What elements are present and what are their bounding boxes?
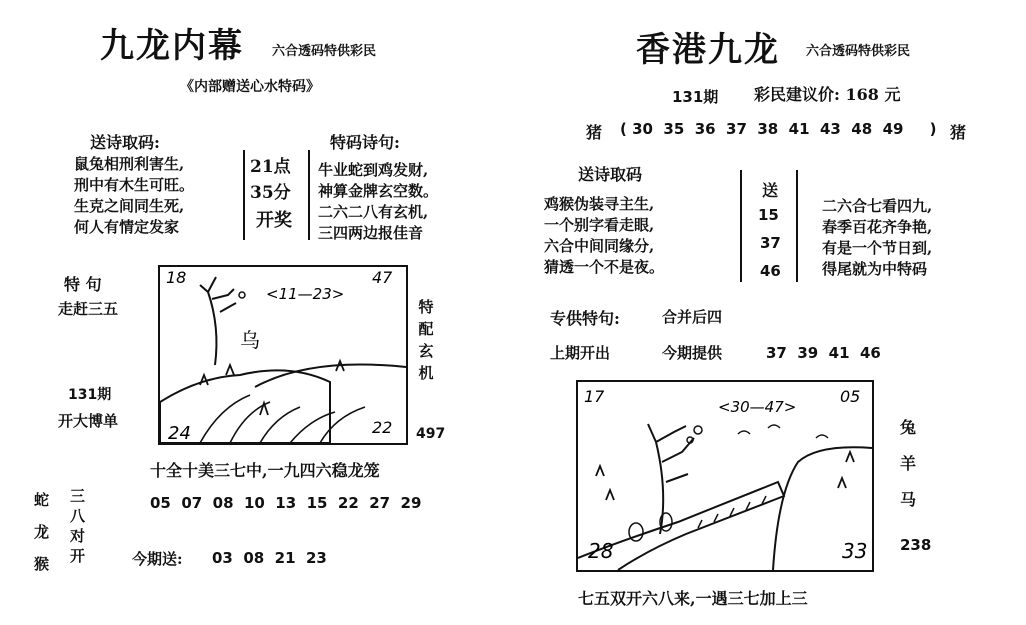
right-picture-box xyxy=(576,380,874,572)
right-side-char: 羊 xyxy=(900,454,917,473)
right-send-label: 送 xyxy=(762,181,779,200)
right-poem-line: 猜透一个不是夜。 xyxy=(544,258,665,276)
left-time-3: 开奖 xyxy=(256,210,292,231)
tree-shape xyxy=(200,277,236,365)
left-poem-line: 生克之间同生死, xyxy=(74,197,185,215)
left-divider-1 xyxy=(243,150,245,240)
right-pic-num-bl: 28 xyxy=(588,539,614,563)
right-issue: 131期 xyxy=(672,88,719,106)
left-side-char: 特 xyxy=(418,298,434,316)
left-subtitle: 六合透码特供彩民 xyxy=(272,44,377,59)
left-verse-line: 神算金牌玄空数。 xyxy=(318,182,439,200)
right-title: 香港九龙 xyxy=(636,30,780,70)
left-pic-num-tl: 18 xyxy=(166,268,187,287)
left-side-char: 配 xyxy=(418,320,434,338)
right-price: 彩民建议价: 168 元 xyxy=(754,85,901,104)
left-side-number: 497 xyxy=(416,426,446,442)
left-side-vertical xyxy=(416,296,436,384)
left-poem-line: 鼠兔相刑利害生, xyxy=(74,155,185,173)
right-offer-label: 今期提供 xyxy=(662,344,723,362)
right-pic-num-tl: 17 xyxy=(584,387,605,406)
right-verse-line: 春季百花齐争艳, xyxy=(822,218,933,236)
left-verse-line: 三四两边报佳音 xyxy=(318,224,424,242)
left-verse-line: 牛业蛇到鸡发财, xyxy=(318,161,429,179)
right-pig-right: 猪 xyxy=(950,123,967,142)
right-pic-num-tr: 05 xyxy=(840,387,861,406)
left-issue-text: 开大博单 xyxy=(58,412,119,430)
left-zodiac-col2 xyxy=(70,486,85,566)
left-numbers-row: 05 07 08 10 13 15 22 27 29 xyxy=(150,494,422,512)
left-today-numbers: 03 08 21 23 xyxy=(212,549,327,567)
zodiac-char: 三 xyxy=(70,487,86,505)
right-send-num: 46 xyxy=(760,262,781,280)
right-side-number: 238 xyxy=(900,536,932,554)
right-special-label: 专供特句: xyxy=(550,309,620,328)
left-pic-num-tr: 47 xyxy=(372,268,393,287)
zodiac-char: 猴 xyxy=(34,555,50,573)
tree-bud xyxy=(694,426,702,434)
left-time-2: 35分 xyxy=(250,183,291,203)
hill-stripes xyxy=(200,395,365,443)
left-picture-box xyxy=(158,265,408,445)
fruit-shape xyxy=(629,523,643,541)
left-divider-2 xyxy=(308,150,310,240)
grass-marks xyxy=(200,361,344,415)
left-special-text: 走赶三五 xyxy=(58,300,119,318)
right-caption: 七五双开六八来,一遇三七加上三 xyxy=(578,589,808,608)
right-poem-line: 六合中间同缘分, xyxy=(544,237,655,255)
left-special-label: 特 句 xyxy=(64,275,102,294)
left-poem xyxy=(74,154,194,238)
right-poem-label: 送诗取码 xyxy=(578,165,643,184)
right-special-text: 合并后四 xyxy=(662,308,723,326)
left-side-char: 机 xyxy=(418,364,434,382)
zodiac-char: 龙 xyxy=(34,523,50,541)
left-verse xyxy=(318,160,438,244)
right-verse-line: 得尾就为中特码 xyxy=(822,260,928,278)
left-caption: 十全十美三七中,一九四六稳龙笼 xyxy=(150,461,380,480)
right-poem-line: 一个别字看走眼, xyxy=(544,216,655,234)
zodiac-char: 蛇 xyxy=(34,491,50,509)
zodiac-char: 开 xyxy=(70,547,86,565)
left-time-1: 21点 xyxy=(250,157,291,177)
right-side-vertical xyxy=(900,410,916,518)
left-pic-char: 乌 xyxy=(240,328,260,352)
right-verse xyxy=(822,196,932,280)
right-send-num: 15 xyxy=(758,206,779,224)
right-side-char: 兔 xyxy=(900,418,917,437)
right-send-num: 37 xyxy=(760,234,781,252)
right-pic-range: <30—47> xyxy=(718,398,797,416)
left-verse-label: 特码诗句: xyxy=(330,133,400,152)
left-pic-num-bl: 24 xyxy=(168,423,191,443)
right-poem xyxy=(544,194,664,278)
left-side-char: 玄 xyxy=(418,342,434,360)
left-issue-label: 131期 xyxy=(68,387,112,403)
left-pic-range: <11—23> xyxy=(266,285,345,303)
left-title: 九龙内幕 xyxy=(100,26,244,66)
right-side-char: 马 xyxy=(900,490,917,509)
left-poem-label: 送诗取码: xyxy=(90,133,160,152)
zodiac-char: 八 xyxy=(70,507,86,525)
right-verse-line: 二六合七看四九, xyxy=(822,197,933,215)
right-picture xyxy=(578,382,872,570)
right-divider-2 xyxy=(796,170,798,282)
left-tagline: 《内部赠送心水特码》 xyxy=(180,79,320,95)
left-zodiac-col1 xyxy=(34,484,49,580)
right-poem-line: 鸡猴伪装寻主生, xyxy=(544,195,655,213)
left-verse-line: 二六二八有玄机, xyxy=(318,203,429,221)
right-pig-numbers: ( 30 35 36 37 38 41 43 48 49 ) xyxy=(620,120,937,138)
right-pic-num-br: 33 xyxy=(842,539,868,563)
left-pic-num-br: 22 xyxy=(372,418,393,437)
right-last-label: 上期开出 xyxy=(550,344,611,362)
left-poem-line: 刑中有木生可旺。 xyxy=(74,176,195,194)
left-today-label: 今期送: xyxy=(132,550,183,568)
right-pig-left: 猪 xyxy=(586,123,603,142)
left-picture xyxy=(160,267,406,443)
grass-marks xyxy=(596,452,854,500)
tree-bud xyxy=(239,292,245,298)
zodiac-char: 对 xyxy=(70,527,86,545)
right-divider-1 xyxy=(740,170,742,282)
right-offer-numbers: 37 39 41 46 xyxy=(766,344,881,362)
bird-marks xyxy=(738,425,828,438)
right-subtitle: 六合透码特供彩民 xyxy=(806,44,911,59)
left-poem-line: 何人有情定发家 xyxy=(74,218,180,236)
right-verse-line: 有是一个节日到, xyxy=(822,239,933,257)
